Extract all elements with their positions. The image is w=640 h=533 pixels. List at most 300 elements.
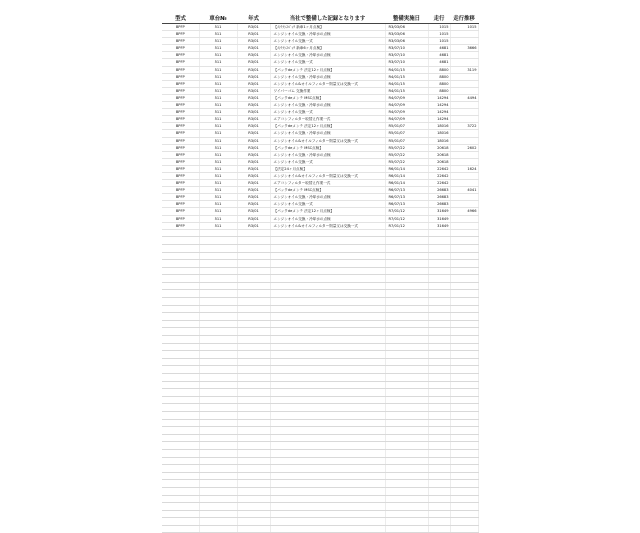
- model-cell: BPFP: [162, 94, 199, 101]
- model-cell: BPFP: [162, 165, 199, 172]
- table-row: [162, 45, 478, 52]
- empty-cell: [385, 411, 428, 419]
- empty-cell: [385, 525, 428, 533]
- empty-cell: [237, 298, 270, 306]
- empty-row: [162, 358, 478, 366]
- empty-cell: [270, 465, 385, 473]
- empty-cell: [162, 427, 199, 435]
- empty-cell: [237, 351, 270, 359]
- chassis-cell: 511: [199, 123, 237, 130]
- empty-cell: [199, 290, 237, 298]
- empty-cell: [237, 313, 270, 321]
- empty-cell: [450, 237, 478, 245]
- empty-cell: [428, 336, 450, 344]
- empty-cell: [237, 404, 270, 412]
- empty-cell: [237, 237, 270, 245]
- date-cell: R3/07/10: [385, 59, 428, 66]
- mileage-change-cell: 4494: [450, 94, 478, 101]
- mileage-change-cell: [450, 73, 478, 80]
- empty-cell: [237, 465, 270, 473]
- empty-row: [162, 267, 478, 275]
- empty-cell: [162, 389, 199, 397]
- empty-cell: [199, 336, 237, 344]
- work-item-cell: エアコンフィルター取替え作業一式: [270, 116, 385, 123]
- empty-cell: [450, 518, 478, 526]
- maintenance-record-sheet: [162, 12, 478, 533]
- empty-cell: [428, 282, 450, 290]
- empty-cell: [428, 275, 450, 283]
- empty-cell: [450, 434, 478, 442]
- empty-cell: [270, 525, 385, 533]
- empty-cell: [270, 343, 385, 351]
- empty-cell: [162, 487, 199, 495]
- model-cell: BPFP: [162, 130, 199, 137]
- empty-cell: [385, 404, 428, 412]
- empty-cell: [162, 358, 199, 366]
- empty-cell: [199, 396, 237, 404]
- empty-cell: [450, 503, 478, 511]
- empty-cell: [237, 336, 270, 344]
- empty-cell: [428, 366, 450, 374]
- empty-cell: [270, 290, 385, 298]
- year-cell: R3/01: [237, 158, 270, 165]
- model-cell: BPFP: [162, 144, 199, 151]
- empty-cell: [199, 328, 237, 336]
- empty-cell: [162, 328, 199, 336]
- empty-row: [162, 480, 478, 488]
- empty-cell: [199, 472, 237, 480]
- empty-cell: [270, 389, 385, 397]
- work-item-cell: エンジンオイル交換・冷却水の点検: [270, 194, 385, 201]
- model-cell: BPFP: [162, 73, 199, 80]
- empty-cell: [199, 381, 237, 389]
- empty-cell: [385, 396, 428, 404]
- work-item-cell: エンジンオイル&オイルフィルター則量又は交換一式: [270, 137, 385, 144]
- year-cell: R3/01: [237, 31, 270, 38]
- model-cell: BPFP: [162, 172, 199, 179]
- empty-row: [162, 237, 478, 245]
- empty-cell: [385, 503, 428, 511]
- mileage-change-cell: 1015: [450, 24, 478, 31]
- mileage-cell: 8800: [428, 66, 450, 73]
- empty-row: [162, 396, 478, 404]
- empty-cell: [428, 472, 450, 480]
- empty-row: [162, 252, 478, 260]
- empty-cell: [450, 343, 478, 351]
- empty-cell: [162, 419, 199, 427]
- empty-cell: [428, 495, 450, 503]
- empty-cell: [428, 487, 450, 495]
- empty-cell: [270, 396, 385, 404]
- empty-row: [162, 290, 478, 298]
- work-item-cell: エンジンオイル交換・冷却水の点検: [270, 52, 385, 59]
- empty-cell: [270, 260, 385, 268]
- year-cell: R3/01: [237, 87, 270, 94]
- year-cell: R3/01: [237, 52, 270, 59]
- empty-cell: [270, 419, 385, 427]
- mileage-cell: 4681: [428, 45, 450, 52]
- model-cell: BPFP: [162, 38, 199, 45]
- empty-cell: [450, 449, 478, 457]
- empty-cell: [237, 343, 270, 351]
- year-cell: R3/01: [237, 109, 270, 116]
- empty-cell: [270, 518, 385, 526]
- empty-row: [162, 411, 478, 419]
- work-item-cell: 【パックdeメンテ 法定12ヶ月点検】: [270, 123, 385, 130]
- empty-cell: [270, 457, 385, 465]
- chassis-cell: 511: [199, 102, 237, 109]
- empty-cell: [162, 374, 199, 382]
- table-row: [162, 194, 478, 201]
- empty-cell: [450, 290, 478, 298]
- model-cell: BPFP: [162, 137, 199, 144]
- mileage-cell: 20618: [428, 144, 450, 151]
- empty-row: [162, 510, 478, 518]
- empty-cell: [385, 351, 428, 359]
- year-cell: R3/01: [237, 80, 270, 87]
- mileage-cell: 8800: [428, 80, 450, 87]
- empty-row: [162, 351, 478, 359]
- chassis-cell: 511: [199, 116, 237, 123]
- empty-cell: [270, 366, 385, 374]
- date-cell: R7/01/12: [385, 215, 428, 222]
- mileage-cell: 14294: [428, 94, 450, 101]
- empty-cell: [199, 404, 237, 412]
- empty-cell: [199, 525, 237, 533]
- mileage-change-cell: 4966: [450, 208, 478, 215]
- work-item-cell: 【パックdeメンテ MSC点検】: [270, 144, 385, 151]
- date-cell: R4/01/15: [385, 80, 428, 87]
- chassis-cell: 511: [199, 94, 237, 101]
- date-cell: R6/07/13: [385, 201, 428, 208]
- empty-cell: [428, 298, 450, 306]
- header-mileage-change: 走行推移: [450, 12, 478, 24]
- mileage-change-cell: [450, 109, 478, 116]
- empty-cell: [428, 518, 450, 526]
- model-cell: BPFP: [162, 116, 199, 123]
- empty-cell: [385, 465, 428, 473]
- empty-cell: [237, 252, 270, 260]
- empty-cell: [385, 282, 428, 290]
- empty-cell: [162, 480, 199, 488]
- table-row: [162, 215, 478, 222]
- year-cell: R3/01: [237, 123, 270, 130]
- mileage-change-cell: [450, 38, 478, 45]
- empty-cell: [270, 358, 385, 366]
- empty-cell: [428, 290, 450, 298]
- year-cell: R3/01: [237, 144, 270, 151]
- empty-cell: [162, 244, 199, 252]
- model-cell: BPFP: [162, 109, 199, 116]
- empty-cell: [162, 351, 199, 359]
- empty-cell: [162, 320, 199, 328]
- empty-cell: [385, 389, 428, 397]
- mileage-cell: 1015: [428, 38, 450, 45]
- work-item-cell: エンジンオイル&オイルフィルター則量又は交換一式: [270, 222, 385, 229]
- empty-cell: [162, 510, 199, 518]
- empty-cell: [237, 525, 270, 533]
- empty-row: [162, 487, 478, 495]
- mileage-cell: 8800: [428, 73, 450, 80]
- mileage-change-cell: [450, 151, 478, 158]
- empty-cell: [237, 449, 270, 457]
- table-row: [162, 31, 478, 38]
- empty-cell: [385, 305, 428, 313]
- chassis-cell: 511: [199, 194, 237, 201]
- model-cell: BPFP: [162, 80, 199, 87]
- mileage-cell: 4681: [428, 59, 450, 66]
- empty-cell: [199, 282, 237, 290]
- empty-cell: [162, 457, 199, 465]
- work-item-cell: エンジンオイル交換一式: [270, 158, 385, 165]
- mileage-cell: 22642: [428, 165, 450, 172]
- empty-cell: [428, 389, 450, 397]
- empty-cell: [199, 374, 237, 382]
- empty-cell: [199, 358, 237, 366]
- model-cell: BPFP: [162, 123, 199, 130]
- empty-cell: [385, 252, 428, 260]
- empty-cell: [199, 434, 237, 442]
- empty-cell: [428, 229, 450, 237]
- empty-row: [162, 313, 478, 321]
- empty-cell: [237, 381, 270, 389]
- empty-row: [162, 503, 478, 511]
- empty-row: [162, 434, 478, 442]
- empty-cell: [162, 442, 199, 450]
- date-cell: R4/07/09: [385, 102, 428, 109]
- empty-cell: [450, 495, 478, 503]
- empty-cell: [385, 260, 428, 268]
- date-cell: R5/01/07: [385, 137, 428, 144]
- empty-cell: [199, 229, 237, 237]
- empty-cell: [270, 328, 385, 336]
- mileage-cell: 20618: [428, 151, 450, 158]
- empty-cell: [450, 260, 478, 268]
- empty-cell: [450, 374, 478, 382]
- empty-cell: [237, 229, 270, 237]
- maintenance-record-table: [162, 12, 479, 533]
- year-cell: R3/01: [237, 180, 270, 187]
- mileage-cell: 14294: [428, 109, 450, 116]
- year-cell: R3/01: [237, 116, 270, 123]
- year-cell: R3/01: [237, 151, 270, 158]
- empty-cell: [428, 305, 450, 313]
- year-cell: R3/01: [237, 130, 270, 137]
- empty-cell: [385, 480, 428, 488]
- empty-cell: [428, 343, 450, 351]
- mileage-change-cell: [450, 116, 478, 123]
- empty-cell: [385, 275, 428, 283]
- empty-cell: [162, 336, 199, 344]
- model-cell: BPFP: [162, 59, 199, 66]
- empty-cell: [162, 260, 199, 268]
- empty-cell: [199, 244, 237, 252]
- year-cell: R3/01: [237, 187, 270, 194]
- empty-cell: [237, 503, 270, 511]
- empty-cell: [428, 427, 450, 435]
- date-cell: R4/01/15: [385, 66, 428, 73]
- empty-cell: [199, 313, 237, 321]
- empty-cell: [428, 374, 450, 382]
- empty-cell: [237, 510, 270, 518]
- table-row: [162, 80, 478, 87]
- date-cell: R3/07/10: [385, 45, 428, 52]
- mileage-cell: 26683: [428, 201, 450, 208]
- empty-cell: [270, 252, 385, 260]
- empty-cell: [428, 328, 450, 336]
- empty-cell: [428, 313, 450, 321]
- model-cell: BPFP: [162, 102, 199, 109]
- mileage-cell: 26683: [428, 187, 450, 194]
- model-cell: BPFP: [162, 45, 199, 52]
- empty-cell: [199, 503, 237, 511]
- empty-cell: [385, 374, 428, 382]
- chassis-cell: 511: [199, 31, 237, 38]
- empty-row: [162, 282, 478, 290]
- date-cell: R3/07/10: [385, 52, 428, 59]
- empty-cell: [199, 320, 237, 328]
- mileage-change-cell: [450, 222, 478, 229]
- empty-cell: [385, 427, 428, 435]
- empty-cell: [270, 404, 385, 412]
- empty-cell: [385, 487, 428, 495]
- empty-cell: [237, 518, 270, 526]
- mileage-change-cell: [450, 158, 478, 165]
- mileage-cell: 14294: [428, 116, 450, 123]
- empty-cell: [428, 510, 450, 518]
- empty-row: [162, 525, 478, 533]
- empty-cell: [199, 480, 237, 488]
- mileage-cell: 20618: [428, 158, 450, 165]
- chassis-cell: 511: [199, 66, 237, 73]
- table-row: [162, 137, 478, 144]
- table-row: [162, 144, 478, 151]
- empty-cell: [270, 495, 385, 503]
- empty-cell: [162, 503, 199, 511]
- mileage-change-cell: [450, 137, 478, 144]
- empty-cell: [199, 411, 237, 419]
- chassis-cell: 511: [199, 73, 237, 80]
- empty-cell: [270, 411, 385, 419]
- year-cell: R3/01: [237, 215, 270, 222]
- year-cell: R3/01: [237, 165, 270, 172]
- mileage-change-cell: [450, 87, 478, 94]
- date-cell: R3/03/06: [385, 31, 428, 38]
- model-cell: BPFP: [162, 158, 199, 165]
- chassis-cell: 511: [199, 130, 237, 137]
- empty-cell: [237, 267, 270, 275]
- date-cell: R5/07/22: [385, 158, 428, 165]
- table-row: [162, 116, 478, 123]
- work-item-cell: エンジンオイル交換一式: [270, 59, 385, 66]
- empty-cell: [428, 449, 450, 457]
- empty-cell: [428, 351, 450, 359]
- empty-cell: [270, 267, 385, 275]
- empty-cell: [450, 366, 478, 374]
- header-model-year: 年式: [237, 12, 270, 24]
- empty-cell: [270, 442, 385, 450]
- empty-cell: [162, 518, 199, 526]
- empty-cell: [237, 411, 270, 419]
- chassis-cell: 511: [199, 165, 237, 172]
- model-cell: BPFP: [162, 201, 199, 208]
- mileage-change-cell: 3119: [450, 66, 478, 73]
- year-cell: R3/01: [237, 222, 270, 229]
- empty-cell: [450, 305, 478, 313]
- mileage-change-cell: [450, 52, 478, 59]
- mileage-cell: 18016: [428, 137, 450, 144]
- empty-cell: [450, 328, 478, 336]
- empty-cell: [385, 472, 428, 480]
- table-row: [162, 187, 478, 194]
- empty-cell: [162, 290, 199, 298]
- empty-cell: [385, 244, 428, 252]
- empty-cell: [450, 282, 478, 290]
- empty-cell: [385, 419, 428, 427]
- empty-cell: [428, 381, 450, 389]
- empty-cell: [450, 389, 478, 397]
- empty-cell: [237, 480, 270, 488]
- date-cell: R4/01/15: [385, 87, 428, 94]
- empty-cell: [385, 457, 428, 465]
- work-item-cell: エアコンフィルター取替え作業一式: [270, 180, 385, 187]
- mileage-change-cell: [450, 172, 478, 179]
- empty-cell: [237, 427, 270, 435]
- chassis-cell: 511: [199, 144, 237, 151]
- work-item-cell: エンジンオイル&オイルフィルター則量又は交換一式: [270, 80, 385, 87]
- empty-cell: [450, 510, 478, 518]
- chassis-cell: 511: [199, 180, 237, 187]
- work-item-cell: ワイパーゴム 交換作業: [270, 87, 385, 94]
- empty-cell: [237, 358, 270, 366]
- empty-cell: [450, 298, 478, 306]
- empty-cell: [385, 366, 428, 374]
- mileage-change-cell: [450, 130, 478, 137]
- empty-row: [162, 419, 478, 427]
- mileage-change-cell: [450, 59, 478, 66]
- date-cell: R7/01/12: [385, 222, 428, 229]
- model-cell: BPFP: [162, 151, 199, 158]
- model-cell: BPFP: [162, 31, 199, 38]
- table-row: [162, 59, 478, 66]
- empty-cell: [199, 366, 237, 374]
- empty-cell: [428, 503, 450, 511]
- empty-row: [162, 457, 478, 465]
- table-row: [162, 52, 478, 59]
- empty-row: [162, 336, 478, 344]
- year-cell: R3/01: [237, 66, 270, 73]
- empty-cell: [450, 336, 478, 344]
- table-row: [162, 165, 478, 172]
- date-cell: R5/07/22: [385, 151, 428, 158]
- empty-cell: [162, 404, 199, 412]
- date-cell: R4/07/09: [385, 116, 428, 123]
- year-cell: R3/01: [237, 194, 270, 201]
- work-item-cell: エンジンオイル交換・冷却水の点検: [270, 73, 385, 80]
- empty-cell: [428, 396, 450, 404]
- model-cell: BPFP: [162, 222, 199, 229]
- empty-cell: [450, 442, 478, 450]
- empty-cell: [199, 343, 237, 351]
- work-item-cell: エンジンオイル交換・冷却水の点検: [270, 31, 385, 38]
- empty-row: [162, 305, 478, 313]
- empty-cell: [162, 305, 199, 313]
- work-item-cell: 【パックdeメンテ 法定12ヶ月点検】: [270, 208, 385, 215]
- empty-cell: [199, 510, 237, 518]
- model-cell: BPFP: [162, 215, 199, 222]
- empty-row: [162, 449, 478, 457]
- table-row: [162, 94, 478, 101]
